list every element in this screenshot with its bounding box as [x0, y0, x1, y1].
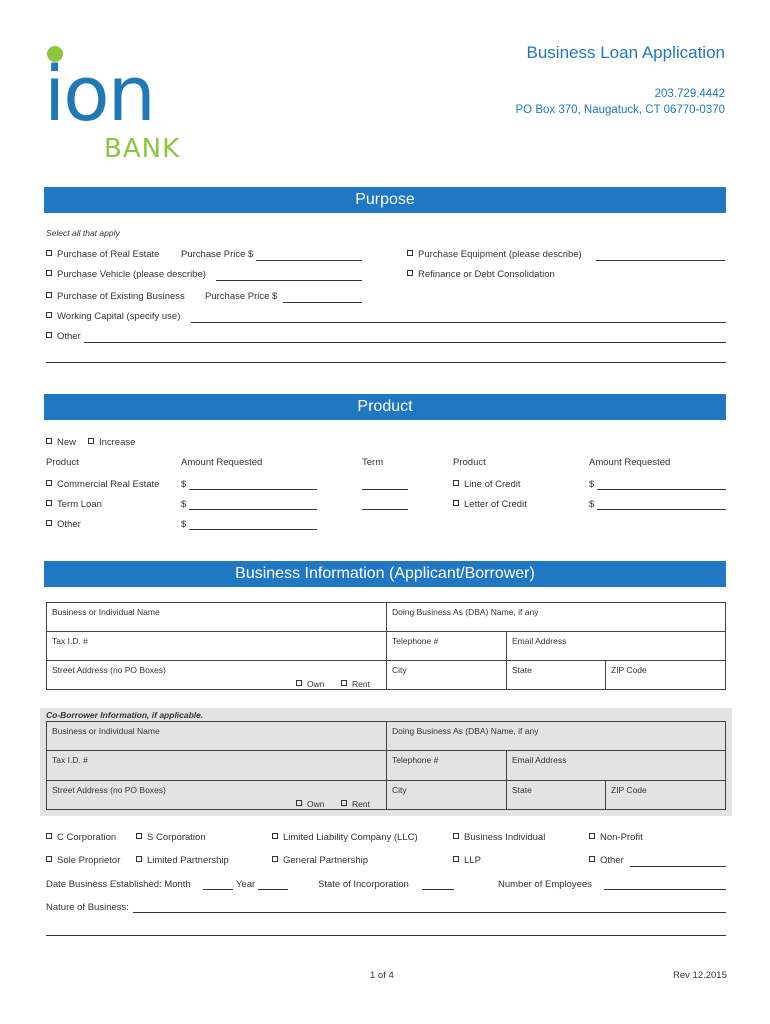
own-option[interactable]: Own	[296, 679, 324, 689]
tax-id-field[interactable]: Tax I.D. #	[47, 632, 387, 661]
co-dba-field[interactable]: Doing Business As (DBA) Name, if any	[387, 722, 725, 751]
checkbox-icon[interactable]	[46, 292, 52, 298]
working-capital-field[interactable]	[191, 322, 726, 323]
rent-option[interactable]: Rent	[341, 679, 370, 689]
bank-address: PO Box 370, Naugatuck, CT 06770-0370	[515, 104, 725, 116]
purpose-working-capital-option[interactable]: Working Capital (specify use)	[46, 311, 180, 322]
checkbox-icon[interactable]	[46, 270, 52, 276]
logo-bank-text: BANK	[104, 134, 181, 164]
product-term-loan[interactable]: Term Loan	[46, 499, 102, 510]
year-label: Year	[236, 879, 256, 890]
product-increase-option[interactable]: Increase	[88, 437, 135, 448]
co-zip-field[interactable]: ZIP Code	[611, 785, 647, 795]
page-number: 1 of 4	[370, 970, 394, 981]
co-city-field[interactable]: City	[387, 781, 507, 809]
checkbox-icon[interactable]	[589, 833, 595, 839]
term-loan-amount-field[interactable]	[189, 509, 317, 510]
purchase-price-label-2: Purchase Price $	[205, 291, 278, 302]
product-other[interactable]: Other	[46, 519, 81, 530]
select-all-note: Select all that apply	[46, 228, 120, 238]
purpose-refinance-option[interactable]: Refinance or Debt Consolidation	[407, 269, 555, 280]
cre-term-field[interactable]	[362, 489, 408, 490]
purchase-price-field-1[interactable]	[256, 260, 362, 261]
checkbox-icon[interactable]	[136, 833, 142, 839]
co-rent-option[interactable]: Rent	[341, 799, 370, 809]
checkbox-icon[interactable]	[453, 500, 459, 506]
entity-llc[interactable]: Limited Liability Company (LLC)	[272, 832, 418, 843]
purpose-equipment-option[interactable]: Purchase Equipment (please describe)	[407, 249, 582, 260]
month-field[interactable]	[203, 889, 233, 890]
state-incorporation-label: State of Incorporation	[318, 879, 409, 890]
col-product: Product	[46, 457, 79, 468]
revision: Rev 12.2015	[673, 970, 727, 981]
checkbox-icon[interactable]	[272, 833, 278, 839]
checkbox-icon[interactable]	[453, 856, 459, 862]
entity-c-corp[interactable]: C Corporation	[46, 832, 116, 843]
product-section-header: Product	[44, 394, 726, 420]
co-business-name-field[interactable]: Business or Individual Name	[47, 722, 387, 751]
product-new-option[interactable]: New	[46, 437, 76, 448]
co-telephone-field[interactable]: Telephone #	[387, 751, 507, 781]
purpose-real-estate-option[interactable]: Purchase of Real Estate	[46, 249, 159, 260]
entity-limited-partnership[interactable]: Limited Partnership	[136, 855, 229, 866]
checkbox-icon[interactable]	[46, 856, 52, 862]
zip-field[interactable]: ZIP Code	[611, 665, 647, 675]
coborrower-note: Co-Borrower Information, if applicable.	[46, 710, 204, 720]
co-state-field[interactable]: State	[507, 781, 606, 809]
business-info-section-header: Business Information (Applicant/Borrower)	[44, 561, 726, 587]
checkbox-icon[interactable]	[136, 856, 142, 862]
num-employees-field[interactable]	[604, 889, 726, 890]
other-amount-field[interactable]	[189, 529, 317, 530]
num-employees-label: Number of Employees	[498, 879, 592, 890]
checkbox-icon[interactable]	[88, 438, 94, 444]
co-tax-id-field[interactable]: Tax I.D. #	[47, 751, 387, 781]
checkbox-icon[interactable]	[407, 250, 413, 256]
entity-llp[interactable]: LLP	[453, 855, 481, 866]
purpose-section-header: Purpose	[44, 187, 726, 213]
entity-sole-proprietor[interactable]: Sole Proprietor	[46, 855, 120, 866]
year-field[interactable]	[258, 889, 288, 890]
checkbox-icon[interactable]	[46, 500, 52, 506]
col-amount-requested: Amount Requested	[181, 457, 263, 468]
checkbox-icon[interactable]	[46, 520, 52, 526]
checkbox-icon[interactable]	[46, 438, 52, 444]
nature-of-business-label: Nature of Business:	[46, 902, 129, 913]
loc-amount-field[interactable]	[597, 489, 726, 490]
entity-other-field[interactable]	[630, 866, 726, 867]
purpose-other-option[interactable]: Other	[46, 331, 81, 342]
nature-of-business-field[interactable]	[133, 912, 726, 913]
checkbox-icon[interactable]	[296, 800, 302, 806]
checkbox-icon[interactable]	[453, 480, 459, 486]
cre-amount-field[interactable]	[189, 489, 317, 490]
logo-word: ion	[44, 49, 154, 138]
checkbox-icon[interactable]	[46, 312, 52, 318]
checkbox-icon[interactable]	[341, 680, 347, 686]
checkbox-icon[interactable]	[589, 856, 595, 862]
coborrower-info-box	[46, 721, 726, 810]
document-title: Business Loan Application	[526, 43, 725, 62]
checkbox-icon[interactable]	[407, 270, 413, 276]
entity-s-corp[interactable]: S Corporation	[136, 832, 206, 843]
term-loan-term-field[interactable]	[362, 509, 408, 510]
dba-field[interactable]: Doing Business As (DBA) Name, if any	[387, 603, 725, 632]
purpose-existing-business-option[interactable]: Purchase of Existing Business	[46, 291, 185, 302]
product-letter-of-credit[interactable]: Letter of Credit	[453, 499, 527, 510]
dollar-sign: $	[181, 519, 187, 530]
street-address-field[interactable]: Street Address (no PO Boxes) Own Rent	[47, 661, 387, 689]
co-street-address-field[interactable]: Street Address (no PO Boxes) Own Rent	[47, 781, 387, 809]
purchase-price-field-2[interactable]	[283, 302, 362, 303]
purpose-other-field[interactable]	[84, 342, 726, 343]
purchase-price-label-1: Purchase Price $	[181, 249, 254, 260]
telephone-field[interactable]: Telephone #	[387, 632, 507, 661]
city-field[interactable]: City	[387, 661, 507, 689]
equipment-description-field[interactable]	[596, 260, 725, 261]
checkbox-icon[interactable]	[341, 800, 347, 806]
checkbox-icon[interactable]	[272, 856, 278, 862]
co-email-field[interactable]: Email Address	[507, 751, 725, 781]
entity-non-profit[interactable]: Non-Profit	[589, 832, 643, 843]
product-line-of-credit[interactable]: Line of Credit	[453, 479, 521, 490]
product-commercial-real-estate[interactable]: Commercial Real Estate	[46, 479, 159, 490]
checkbox-icon[interactable]	[46, 332, 52, 338]
bank-phone: 203.729.4442	[654, 88, 725, 100]
date-established-label: Date Business Established: Month	[46, 879, 191, 890]
letter-of-credit-amount-field[interactable]	[597, 509, 726, 510]
purpose-vehicle-option[interactable]: Purchase Vehicle (please describe)	[46, 269, 206, 280]
state-field[interactable]: State	[507, 661, 606, 689]
state-incorporation-field[interactable]	[422, 889, 454, 890]
checkbox-icon[interactable]	[46, 480, 52, 486]
checkbox-icon[interactable]	[46, 833, 52, 839]
checkbox-icon[interactable]	[296, 680, 302, 686]
dollar-sign: $	[181, 499, 187, 510]
col-amount-requested-2: Amount Requested	[589, 457, 671, 468]
dollar-sign: $	[181, 479, 187, 490]
checkbox-icon[interactable]	[453, 833, 459, 839]
purpose-other-field-2[interactable]	[46, 362, 726, 363]
entity-other[interactable]: Other	[589, 855, 624, 866]
applicant-info-box	[46, 602, 726, 690]
vehicle-description-field[interactable]	[216, 280, 362, 281]
dollar-sign: $	[589, 479, 595, 490]
checkbox-icon[interactable]	[46, 250, 52, 256]
dollar-sign: $	[589, 499, 595, 510]
entity-business-individual[interactable]: Business Individual	[453, 832, 545, 843]
ion-bank-logo	[44, 46, 204, 166]
co-own-option[interactable]: Own	[296, 799, 324, 809]
entity-general-partnership[interactable]: General Partnership	[272, 855, 368, 866]
business-name-field[interactable]: Business or Individual Name	[47, 603, 387, 632]
col-product-2: Product	[453, 457, 486, 468]
nature-of-business-field-2[interactable]	[46, 935, 726, 936]
email-field[interactable]: Email Address	[507, 632, 725, 661]
col-term: Term	[362, 457, 384, 468]
